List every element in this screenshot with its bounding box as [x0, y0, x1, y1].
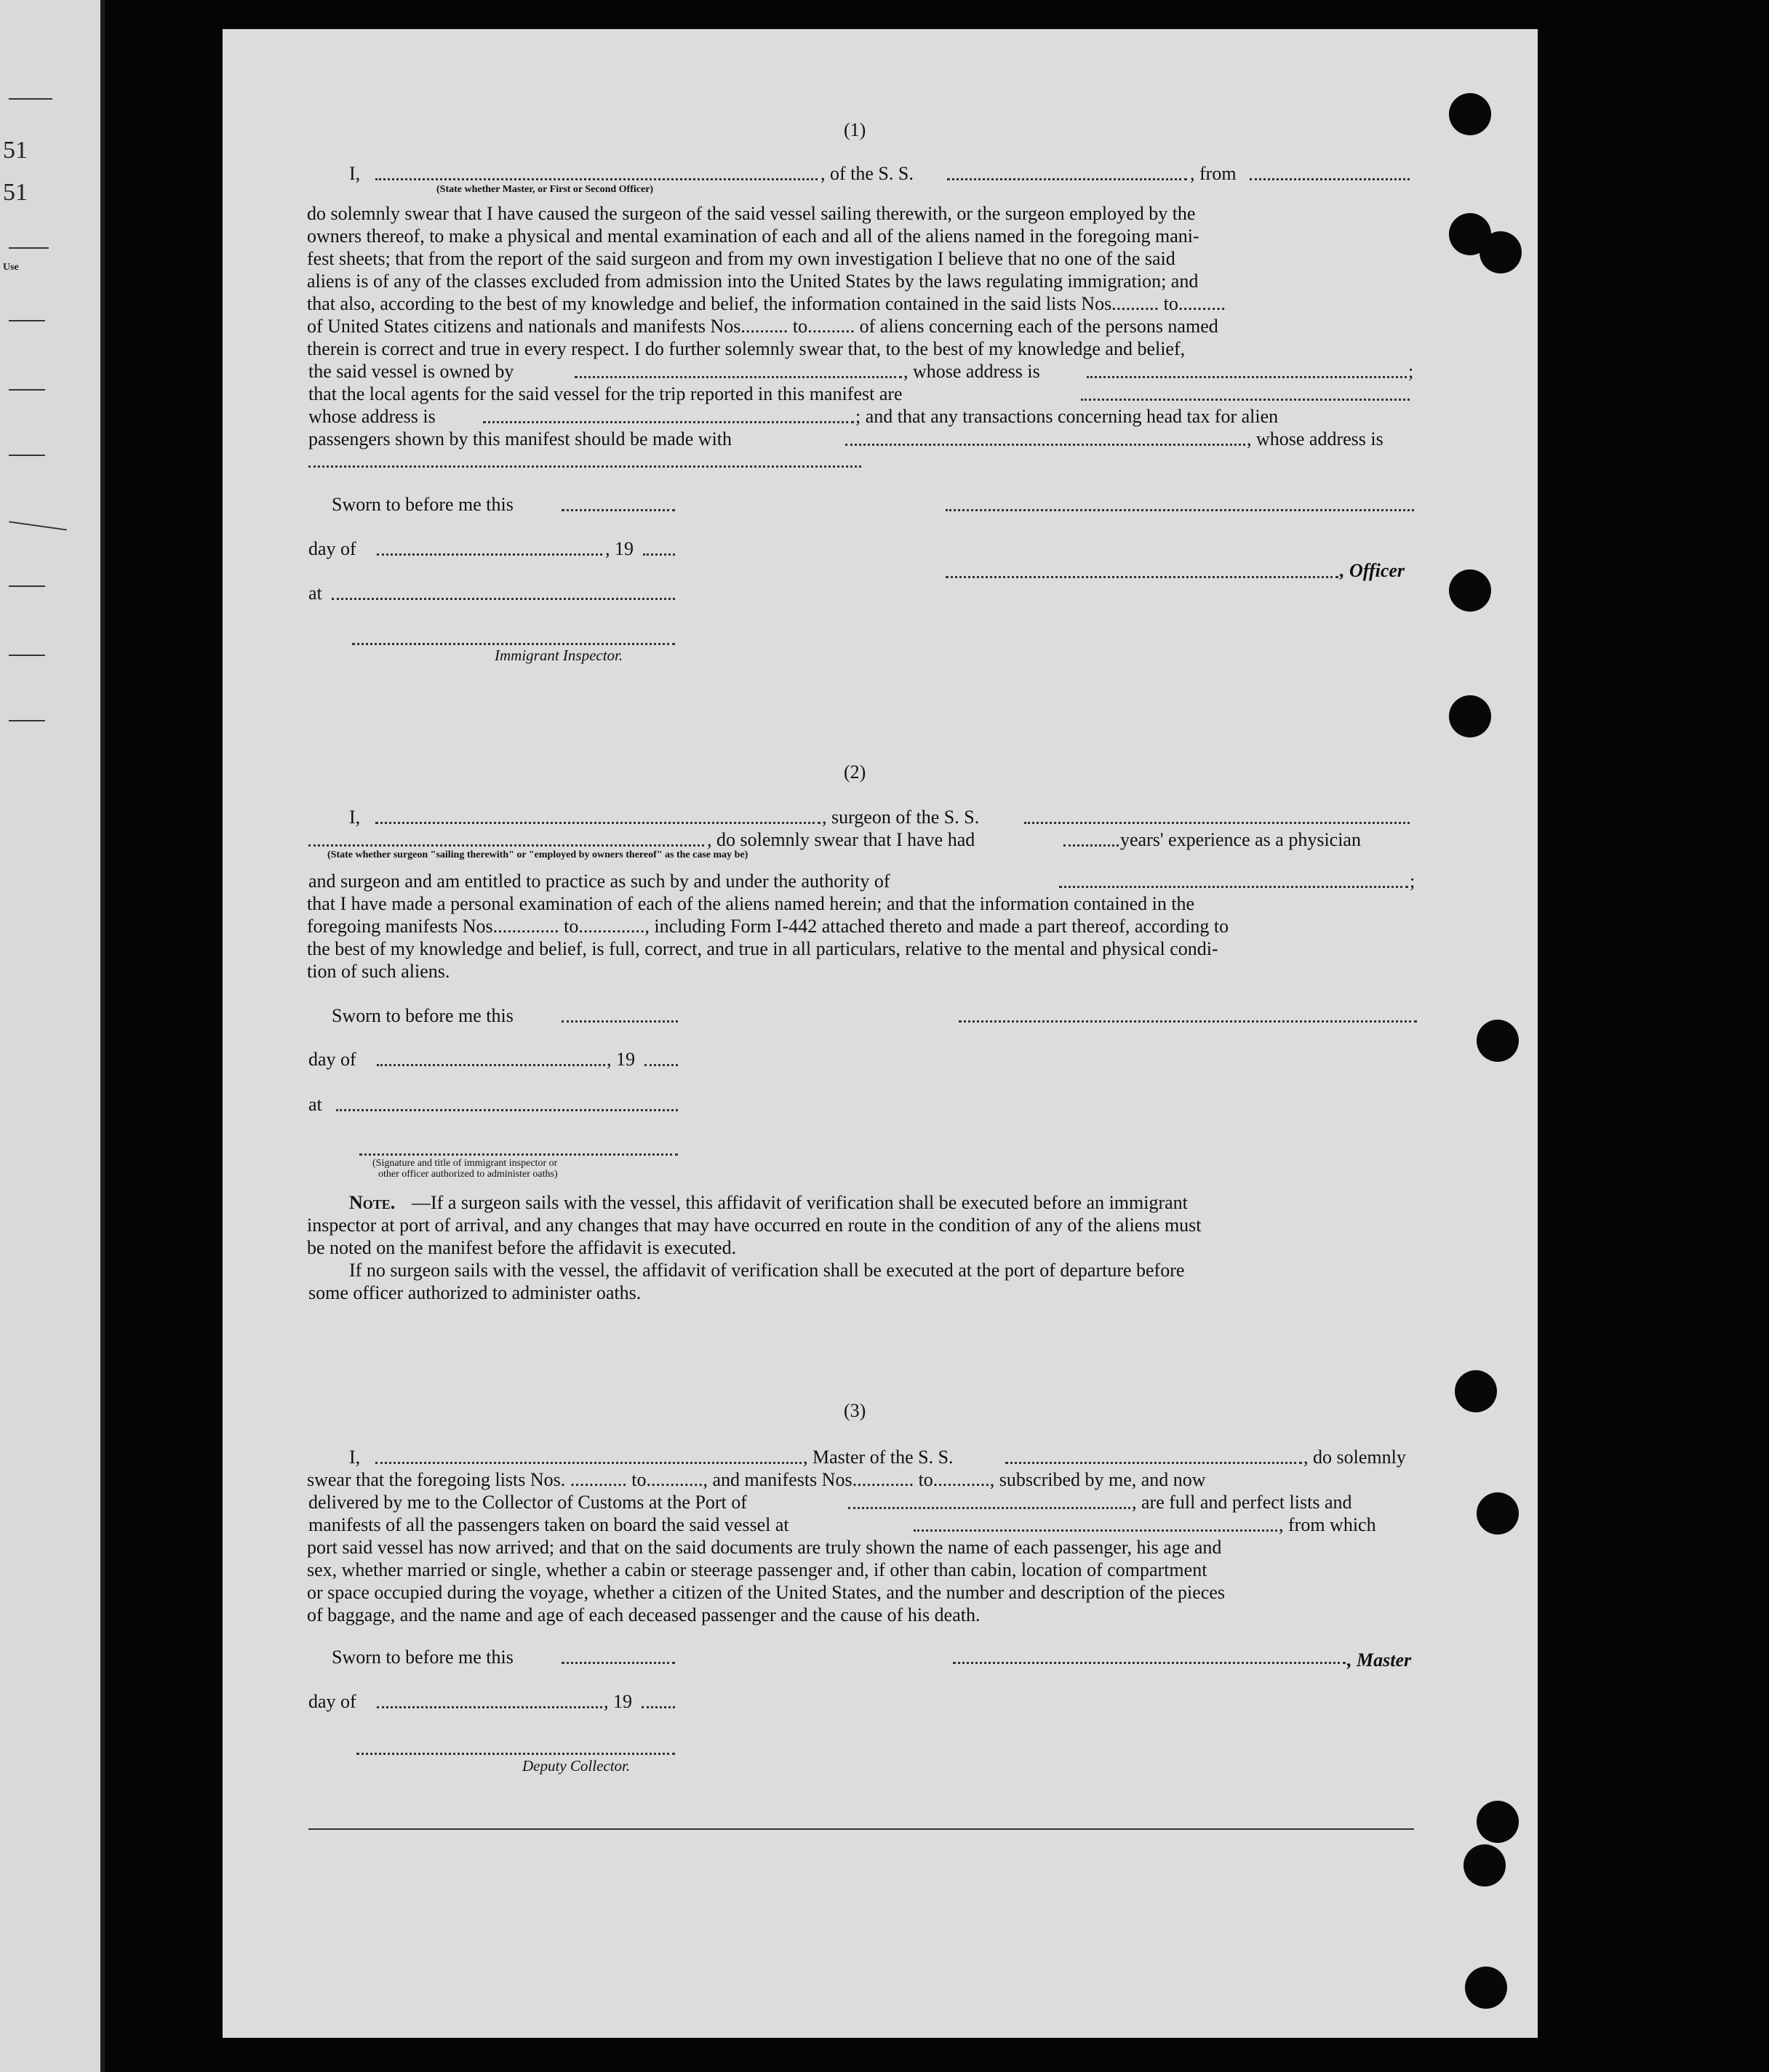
surgeon-status-field[interactable] [308, 843, 704, 847]
sec2-year-field[interactable] [644, 1063, 678, 1066]
strip-line [9, 455, 45, 456]
section-1-number: (1) [844, 119, 866, 140]
sec2-surgeon-ss: , surgeon of the S. S. [822, 807, 980, 828]
sec1-owned-by: the said vessel is owned by [308, 361, 514, 382]
sec1-whose-address: whose address is [308, 406, 436, 427]
sec1-year: , 19 [605, 538, 634, 559]
sec1-year-field[interactable] [643, 552, 675, 556]
punch-hole [1477, 1801, 1519, 1843]
sec3-master-ss: , Master of the S. S. [803, 1447, 954, 1468]
master-name-field[interactable] [375, 1460, 802, 1464]
sec2-authority: and surgeon and am entitled to practice as such by and under the authority of [308, 871, 890, 892]
surgeon-name-field[interactable] [375, 820, 820, 824]
sec3-year-field[interactable] [642, 1705, 675, 1708]
sec2-day-of: day of [308, 1049, 356, 1070]
sec3-sworn: Sworn to before me this [332, 1647, 514, 1668]
note-line: be noted on the manifest before the affidavit is executed. [307, 1237, 737, 1258]
previous-page-strip [0, 0, 105, 2072]
from-port-field[interactable] [1250, 177, 1410, 180]
sec2-sig-hint-1: (Signature and title of immigrant inspector or [372, 1158, 558, 1169]
semicolon: ; [1410, 871, 1415, 892]
sec1-day-of: day of [308, 538, 356, 559]
sec1-line: do solemnly swear that I have caused the surgeon of the said vessel sailing therewith, or the surgeon employed by the [307, 203, 1196, 224]
owner-address-field[interactable] [1087, 375, 1407, 378]
sec2-swear: , do solemnly swear that I have had [707, 829, 975, 850]
note-line-1: —If a surgeon sails with the vessel, this affidavit of verification shall be executed before an immigrant [412, 1192, 1188, 1213]
sec3-line: port said vessel has now arrived; and that on the said documents are truly shown the name of each passenger, his age and [307, 1537, 1222, 1558]
sec1-passengers: passengers shown by this manifest should be made with [308, 428, 732, 449]
sec3-master-signature-field[interactable] [953, 1660, 1346, 1664]
boarding-port-field[interactable] [914, 1528, 1277, 1532]
strip-line [9, 720, 45, 721]
section-3-number: (3) [844, 1400, 866, 1421]
sec3-manifests: manifests of all the passengers taken on board the said vessel at [308, 1514, 789, 1535]
sec1-sworn: Sworn to before me this [332, 494, 514, 515]
sec2-signature-field[interactable] [959, 1019, 1417, 1023]
strip-mark: Use [3, 262, 19, 273]
sec2-at: at [308, 1094, 322, 1115]
officer-name-field[interactable] [375, 177, 818, 180]
sec2-body [307, 892, 1415, 983]
section-2-number: (2) [844, 761, 866, 783]
sec3-master: , Master [1347, 1649, 1412, 1671]
sec1-place-field[interactable] [332, 596, 675, 600]
agents-field[interactable] [1081, 397, 1410, 401]
strip-number: 51 [3, 179, 28, 206]
punch-hole [1449, 569, 1491, 612]
sec3-collector: delivered by me to the Collector of Customs at the Port of [308, 1492, 747, 1513]
port-field[interactable] [848, 1505, 1130, 1509]
sec1-local-agents: that the local agents for the said vessel for the trip reported in this manifest are [308, 383, 903, 404]
sec3-day-of: day of [308, 1691, 356, 1712]
sec2-sig-hint-2: other officer authorized to administer oaths) [378, 1169, 558, 1180]
sec1-sworn-date-field[interactable] [562, 508, 675, 511]
owner-field[interactable] [575, 375, 902, 378]
sec2-place-field[interactable] [336, 1108, 678, 1111]
sec2-line: foregoing manifests Nos.............. to.............., including Form I-442 attached thereto and made a part thereof, according to [307, 916, 1229, 937]
sec3-month-field[interactable] [377, 1705, 602, 1708]
sec1-of-ss: , of the S. S. [820, 163, 914, 184]
vessel-name-field[interactable] [947, 177, 1187, 180]
note-line: inspector at port of arrival, and any changes that may have occurred en route in the condition of any of the aliens must [307, 1215, 1202, 1236]
bottom-rule [308, 1828, 1414, 1830]
semicolon: ; [1408, 361, 1414, 382]
strip-line [9, 585, 45, 587]
sec1-officer: , Officer [1340, 560, 1405, 581]
sec3-line: of baggage, and the name and age of each deceased passenger and the cause of his death. [307, 1604, 981, 1625]
strip-number: 51 [3, 137, 28, 164]
punch-hole [1449, 695, 1491, 737]
strip-line [9, 655, 45, 656]
punch-hole [1477, 1020, 1519, 1062]
strip-line [9, 98, 52, 100]
sec1-line: of United States citizens and nationals and manifests Nos.......... to.......... of aliens concerning each of the persons named [307, 316, 1218, 337]
punch-hole [1449, 93, 1491, 135]
sec2-sworn: Sworn to before me this [332, 1005, 514, 1026]
sec1-line: fest sheets; that from the report of the said surgeon and from my own investigation I believe that no one of the said [307, 248, 1175, 269]
sec3-lists-line: swear that the foregoing lists Nos. ............ to............, and manifests Nos............. to............, subscribed by me, and now [307, 1469, 1206, 1490]
years-experience-field[interactable] [1063, 843, 1119, 847]
sec1-inspector: Immigrant Inspector. [495, 647, 623, 664]
sec1-at: at [308, 583, 322, 604]
sec1-officer-field[interactable] [946, 575, 1338, 578]
sec1-whose-address-is: , whose address is [903, 361, 1040, 382]
sec3-body [307, 1536, 1415, 1626]
sec3-line: sex, whether married or single, whether a cabin or steerage passenger and, if other than cabin, location of compartment [307, 1559, 1207, 1580]
strip-line [9, 320, 45, 321]
punch-hole [1463, 1844, 1506, 1887]
sec1-head-tax: ; and that any transactions concerning head tax for alien [855, 406, 1279, 427]
sec1-line: aliens is of any of the classes excluded from admission into the United States by the laws regulating immigration; and [307, 271, 1199, 292]
sec1-hint: (State whether Master, or First or Second Officer) [436, 184, 654, 195]
note-label: Note. [349, 1192, 396, 1213]
sec2-vessel-field[interactable] [1024, 820, 1410, 824]
strip-line [9, 247, 49, 249]
sec2-line: that I have made a personal examination of each of the aliens named herein; and that the information contained in the [307, 893, 1195, 914]
authority-field[interactable] [1059, 884, 1408, 888]
contact-address-field[interactable] [308, 464, 861, 468]
sec2-i: I, [349, 807, 361, 828]
punch-hole [1465, 1967, 1507, 2009]
sec1-line: that also, according to the best of my knowledge and belief, the information contained in the said lists Nos.......... to.......... [307, 293, 1226, 314]
sec3-deputy: Deputy Collector. [522, 1757, 631, 1775]
sec3-do-solemnly: , do solemnly [1303, 1447, 1406, 1468]
sec2-year: , 19 [607, 1049, 635, 1070]
sec2-hint: (State whether surgeon "sailing therewith" or "employed by owners thereof" as the case may be) [327, 849, 748, 860]
sec2-years: years' experience as a physician [1120, 829, 1361, 850]
note-para2-line-1: If no surgeon sails with the vessel, the affidavit of verification shall be executed at the port of departure before [349, 1260, 1185, 1281]
sec2-line: the best of my knowledge and belief, is full, correct, and true in all particulars, relative to the mental and physical condi- [307, 938, 1218, 959]
sec3-vessel-field[interactable] [1005, 1460, 1302, 1464]
punch-hole [1455, 1370, 1497, 1412]
punch-hole [1477, 1492, 1519, 1535]
punch-hole [1480, 231, 1522, 273]
strip-line [9, 389, 45, 391]
sec1-month-field[interactable] [377, 552, 602, 556]
sec3-i: I, [349, 1447, 361, 1468]
sec2-line: tion of such aliens. [307, 961, 450, 982]
sec3-year: , 19 [604, 1691, 632, 1712]
sec1-line: therein is correct and true in every respect. I do further solemnly swear that, to the best of my knowledge and belief, [307, 338, 1186, 359]
sec1-signature-field[interactable] [946, 508, 1414, 511]
strip-line [9, 521, 66, 530]
sec2-sworn-date-field[interactable] [562, 1019, 678, 1023]
sec1-body [307, 202, 1415, 360]
head-tax-contact-field[interactable] [845, 442, 1245, 446]
sec2-inspector-signature-field[interactable] [359, 1152, 678, 1156]
bleed-through-heading [342, 109, 1178, 167]
agent-address-field[interactable] [483, 420, 854, 423]
sec1-whose-address-end: , whose address is [1247, 428, 1383, 449]
sec1-line: owners thereof, to make a physical and mental examination of each and all of the aliens named in the foregoing mani- [307, 225, 1199, 247]
note-body [307, 1214, 1415, 1259]
note-para2-line-2: some officer authorized to administer oaths. [308, 1282, 642, 1303]
sec3-sworn-date-field[interactable] [562, 1660, 675, 1664]
sec3-from-which: , from which [1279, 1514, 1376, 1535]
sec3-line: or space occupied during the voyage, whether a citizen of the United States, and the number and description of the pieces [307, 1582, 1226, 1603]
sec1-from: , from [1190, 163, 1237, 184]
sec3-full-lists: , are full and perfect lists and [1132, 1492, 1352, 1513]
sec2-month-field[interactable] [377, 1063, 605, 1066]
sec1-i: I, [349, 163, 361, 184]
